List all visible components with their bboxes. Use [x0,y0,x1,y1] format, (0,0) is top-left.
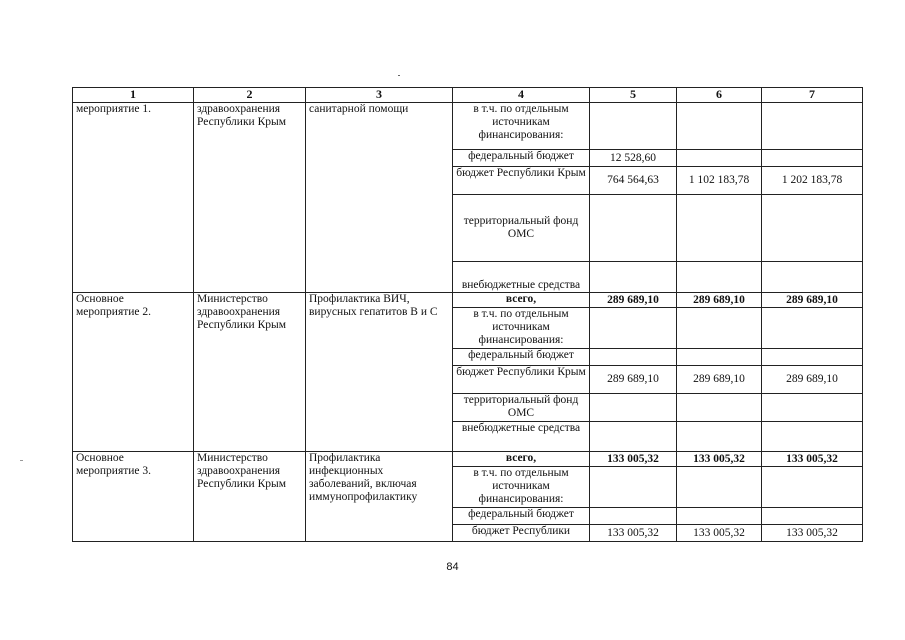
source-label: всего, [453,293,590,308]
measure-cell: Основное мероприятие 2. [73,293,194,452]
value-col6 [677,394,762,422]
value-col7: 289 689,10 [762,293,863,308]
activity-cell: санитарной помощи [306,103,453,293]
value-col5 [590,394,677,422]
source-label: внебюджетные средства [453,262,590,293]
value-col6: 133 005,32 [677,452,762,467]
source-label: федеральный бюджет [453,349,590,366]
value-col6 [677,508,762,525]
measure-cell: мероприятие 1. [73,103,194,293]
col-header-5: 5 [590,88,677,103]
scan-speck [398,75,400,76]
value-col5 [590,422,677,452]
financing-table [72,87,863,542]
value-col6: 133 005,32 [677,525,762,542]
value-col6 [677,308,762,349]
value-col7 [762,508,863,525]
value-col5 [590,262,677,293]
scan-mark [20,460,23,461]
source-label: федеральный бюджет [453,508,590,525]
source-label: территориальный фонд ОМС [453,195,590,262]
source-label: в т.ч. по отдельным источникам финансирования: [453,467,590,508]
value-col6 [677,467,762,508]
source-label: всего, [453,452,590,467]
executor-cell: здравоохранения Республики Крым [194,103,306,293]
value-col5: 764 564,63 [590,167,677,195]
activity-cell: Профилактика ВИЧ, вирусных гепатитов В и С [306,293,453,452]
source-label: внебюджетные средства [453,422,590,452]
value-col5: 133 005,32 [590,525,677,542]
source-label: территориальный фонд ОМС [453,394,590,422]
col-header-6: 6 [677,88,762,103]
col-header-4: 4 [453,88,590,103]
table-row [73,103,863,150]
value-col7 [762,308,863,349]
table-row [73,452,863,467]
value-col5 [590,349,677,366]
value-col5: 133 005,32 [590,452,677,467]
col-header-3: 3 [306,88,453,103]
col-header-1: 1 [73,88,194,103]
value-col7 [762,422,863,452]
value-col6: 289 689,10 [677,293,762,308]
source-label: бюджет Республики Крым [453,167,590,195]
value-col7 [762,103,863,150]
header-row [73,88,863,103]
value-col6 [677,103,762,150]
value-col6: 1 102 183,78 [677,167,762,195]
value-col5 [590,308,677,349]
col-header-2: 2 [194,88,306,103]
executor-cell: Министерство здравоохранения Республики Крым [194,293,306,452]
value-col7 [762,394,863,422]
table-row [73,293,863,308]
value-col5: 12 528,60 [590,150,677,167]
value-col5: 289 689,10 [590,293,677,308]
value-col7: 133 005,32 [762,452,863,467]
value-col7 [762,467,863,508]
value-col7: 133 005,32 [762,525,863,542]
activity-cell: Профилактика инфекционных заболеваний, включая иммунопрофилактику [306,452,453,542]
value-col5 [590,103,677,150]
value-col6 [677,262,762,293]
executor-cell: Министерство здравоохранения Республики Крым [194,452,306,542]
value-col5: 289 689,10 [590,366,677,394]
value-col6 [677,349,762,366]
source-label: бюджет Республики Крым [453,366,590,394]
source-label: в т.ч. по отдельным источникам финансирования: [453,103,590,150]
source-label: в т.ч. по отдельным источникам финансирования: [453,308,590,349]
value-col7 [762,195,863,262]
value-col6: 289 689,10 [677,366,762,394]
value-col7 [762,349,863,366]
value-col5 [590,467,677,508]
source-label: бюджет Республики [453,525,590,542]
measure-cell: Основное мероприятие 3. [73,452,194,542]
source-label: федеральный бюджет [453,150,590,167]
value-col7 [762,150,863,167]
value-col5 [590,195,677,262]
value-col7 [762,262,863,293]
value-col6 [677,195,762,262]
page-number: 84 [446,561,459,573]
value-col7: 1 202 183,78 [762,167,863,195]
value-col6 [677,422,762,452]
value-col5 [590,508,677,525]
value-col6 [677,150,762,167]
col-header-7: 7 [762,88,863,103]
value-col7: 289 689,10 [762,366,863,394]
